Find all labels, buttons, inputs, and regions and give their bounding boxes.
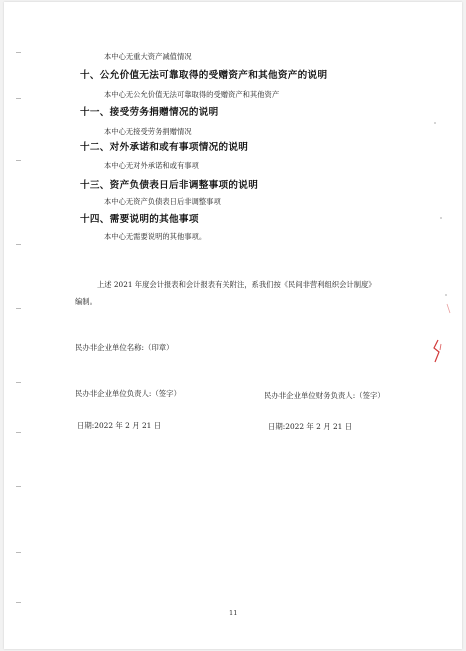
date-left: 日期:2022 年 2 月 21 日 (77, 421, 162, 430)
unit-name-seal-line: 民办非企业单位名称:（印章） (75, 343, 174, 352)
statement-line-1: 上述 2021 年度会计报表和会计报表有关附注，系我们按《民间非营利组织会计制度》 (97, 280, 376, 289)
margin-mark (16, 432, 21, 433)
seal-edge-mark (444, 302, 454, 316)
statement-line-2: 编制。 (75, 297, 97, 306)
margin-mark (16, 552, 21, 553)
margin-mark (16, 308, 21, 309)
scan-speck (434, 122, 436, 124)
section-10-heading: 十、公允价值无法可靠取得的受赠资产和其他资产的说明 (80, 70, 328, 81)
scan-speck (445, 294, 447, 296)
section-10-text: 本中心无公允价值无法可靠取得的受赠资产和其他资产 (104, 90, 280, 99)
document-page (4, 2, 462, 649)
margin-mark (16, 98, 21, 99)
section-14-heading: 十四、需要说明的其他事项 (80, 214, 199, 225)
seal-edge-mark (428, 338, 446, 366)
margin-mark (16, 486, 21, 487)
page-number: 11 (229, 609, 238, 617)
margin-mark (16, 52, 21, 53)
section-12-text: 本中心无对外承诺和或有事项 (104, 161, 199, 170)
section-13-text: 本中心无资产负债表日后非调整事项 (104, 197, 221, 206)
margin-mark (16, 160, 21, 161)
scan-speck (440, 217, 442, 219)
section-12-heading: 十二、对外承诺和或有事项情况的说明 (80, 142, 249, 153)
section-13-heading: 十三、资产负债表日后非调整事项的说明 (80, 180, 259, 191)
section-11-text: 本中心无接受劳务捐赠情况 (104, 127, 192, 136)
section-11-heading: 十一、接受劳务捐赠情况的说明 (80, 107, 219, 118)
item-9-text: 本中心无重大资产减值情况 (104, 52, 192, 61)
margin-mark (16, 382, 21, 383)
finance-head-signature-line: 民办非企业单位财务负责人:（签字） (264, 391, 385, 400)
unit-head-signature-line: 民办非企业单位负责人:（签字） (75, 389, 181, 398)
section-14-text: 本中心无需要说明的其他事项。 (104, 232, 207, 241)
margin-mark (16, 602, 21, 603)
date-right: 日期:2022 年 2 月 21 日 (268, 422, 353, 431)
margin-mark (16, 244, 21, 245)
